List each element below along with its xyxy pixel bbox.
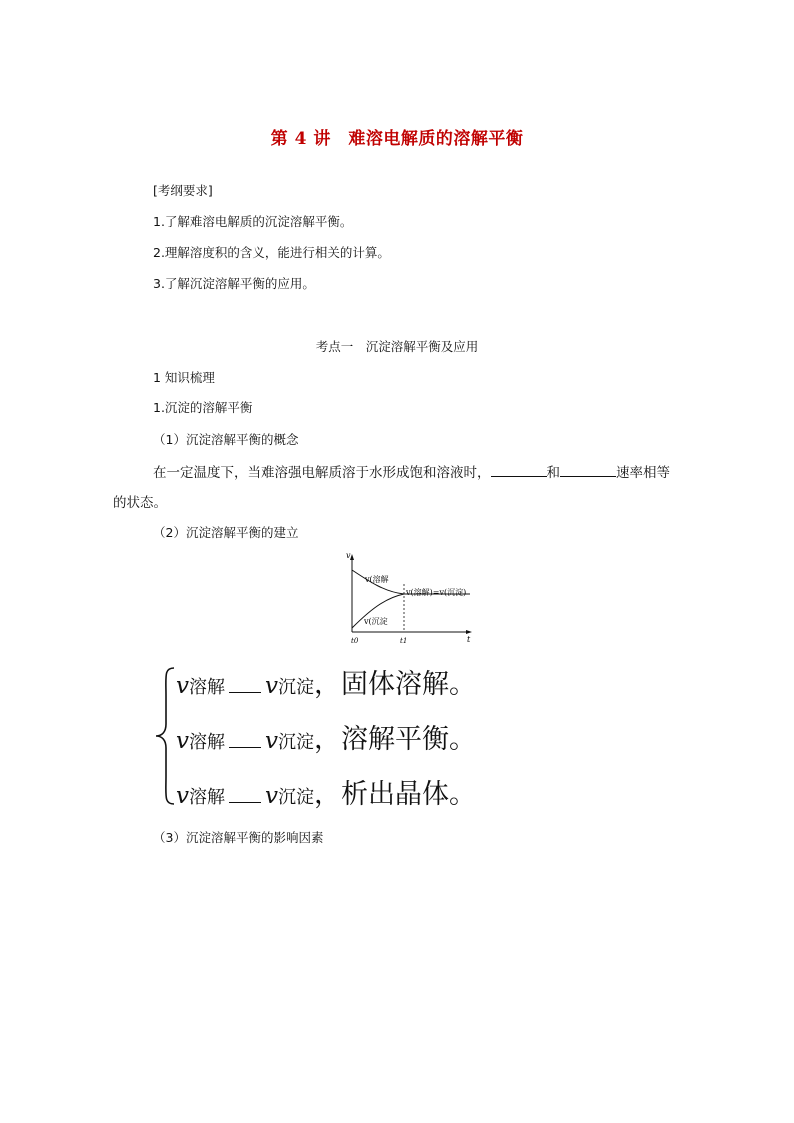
concept-paragraph-line2: 的状态。 [113,495,167,511]
brace [152,666,178,806]
establishment-heading: （2）沉淀溶解平衡的建立 [153,525,299,540]
t1-label: t1 [400,637,408,645]
condition-row-3: v溶解 v沉淀，析出晶体。 [176,779,476,810]
t0-label: t0 [351,637,359,645]
x-axis-arrow [466,630,472,634]
requirement-item-3: 3.了解沉淀溶解平衡的应用。 [153,276,315,291]
rate-time-graph [340,548,480,646]
page-title: 第 4 讲 难溶电解质的溶解平衡 [270,129,524,149]
requirements-heading: [考纲要求] [153,183,213,198]
y-axis-label: v [346,551,351,560]
concept-heading: （1）沉淀溶解平衡的概念 [153,432,299,447]
requirement-item-1: 1.了解难溶电解质的沉淀溶解平衡。 [153,214,353,229]
dissolve-label: v(溶解 [365,575,389,584]
factors-heading: （3）沉淀溶解平衡的影响因素 [153,830,324,845]
x-axis-label: t [467,635,471,644]
concept-text-a: 在一定温度下，当难溶强电解质溶于水形成饱和溶液时， [153,465,491,481]
blank-1 [491,464,547,477]
condition-blank-1 [229,674,261,693]
concept-paragraph-line1 [153,461,670,481]
precip-label: v(沉淀 [364,617,388,626]
condition-blank-3 [229,784,261,803]
section-heading: 考点一 沉淀溶解平衡及应用 [315,339,479,354]
condition-row-2: v溶解 v沉淀，溶解平衡。 [176,724,476,755]
subsection-knowledge: 1 知识梳理 [153,370,215,385]
equilibrium-label: v(溶解)=v(沉淀) [406,588,467,597]
requirement-item-2: 2.理解溶度积的含义，能进行相关的计算。 [153,245,390,260]
concept-text-b: 和 [546,465,560,481]
y-axis-arrow [350,554,354,560]
subsection-precipitation: 1.沉淀的溶解平衡 [153,400,253,415]
concept-text-c: 速率相等 [616,465,670,481]
blank-2 [560,464,616,477]
condition-blank-2 [229,729,261,748]
condition-row-1: v溶解 v沉淀，固体溶解。 [176,669,476,700]
